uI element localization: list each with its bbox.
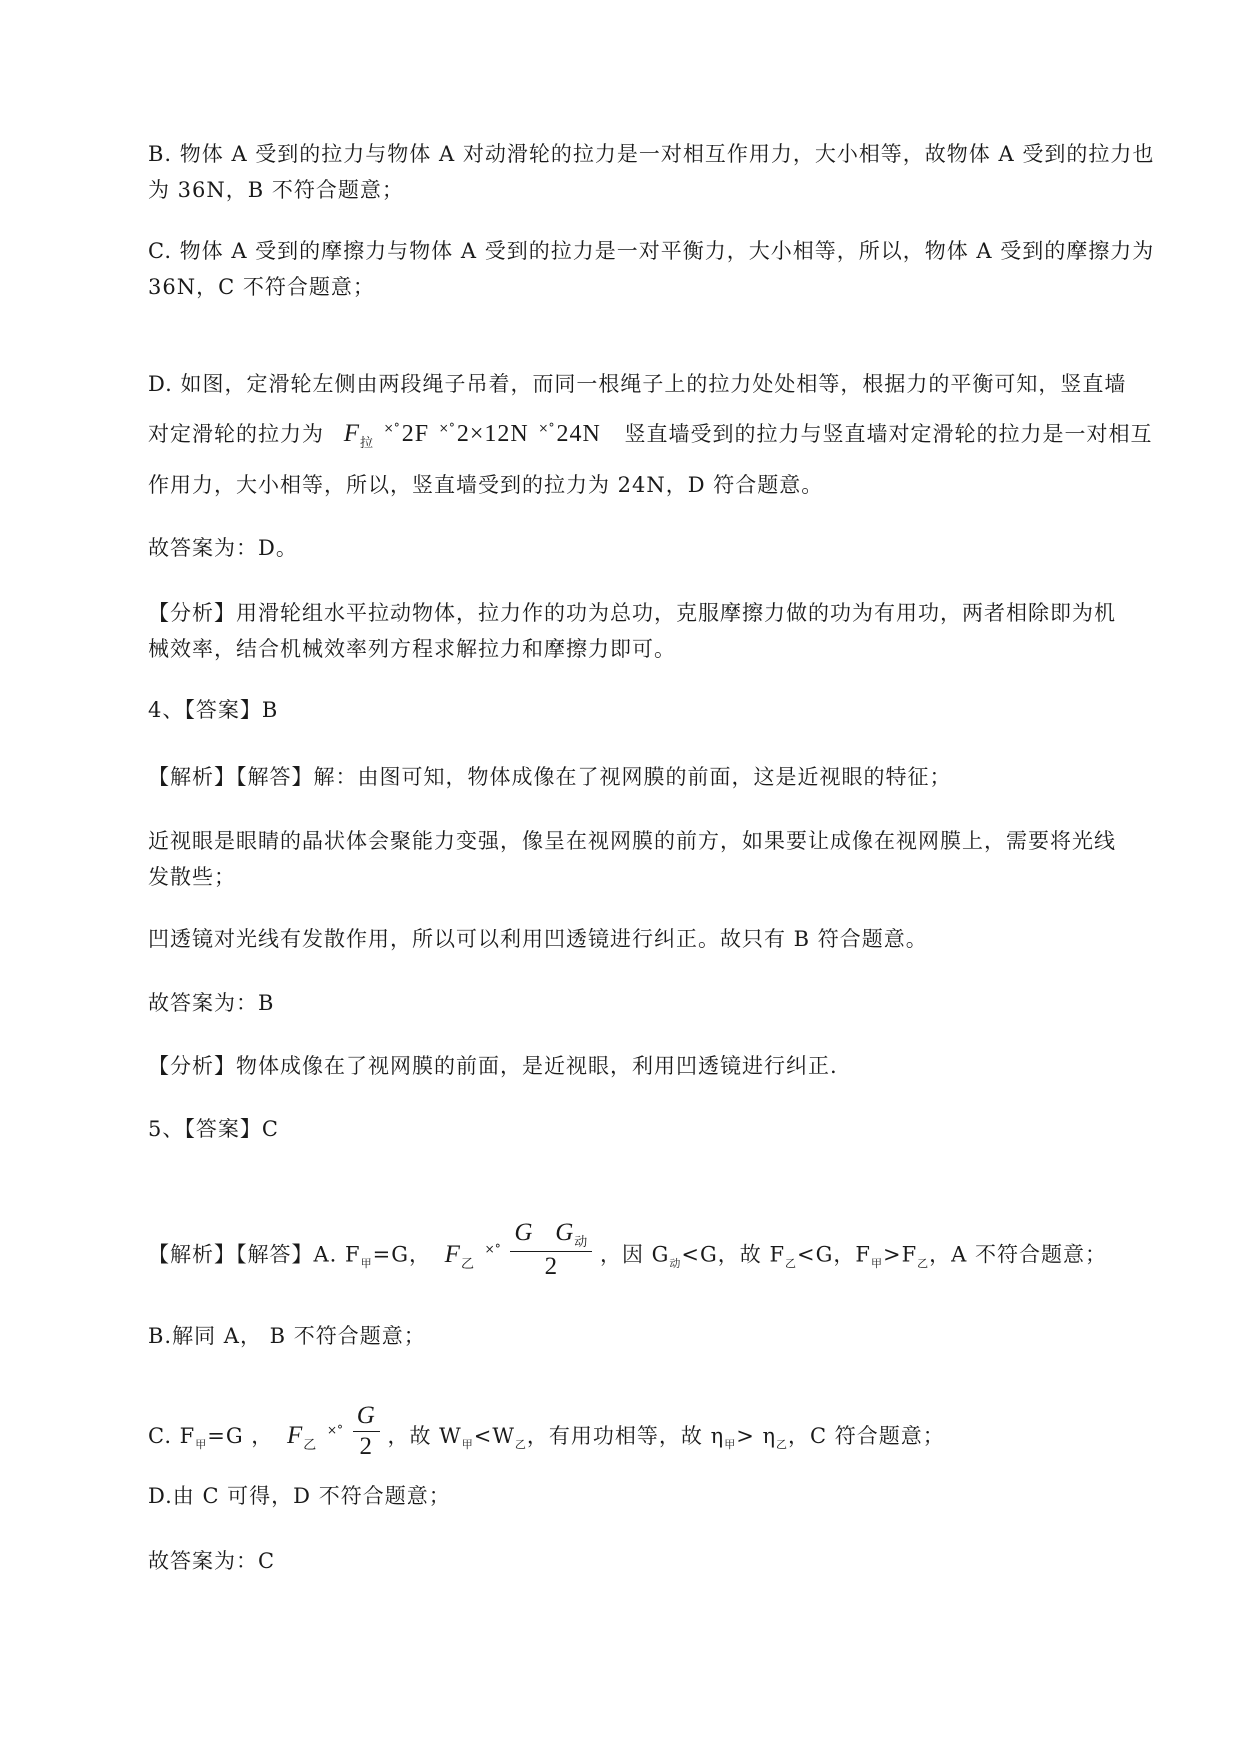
text-line: 【解析】【解答】解：由图可知，物体成像在了视网膜的前面，这是近视眼的特征； (148, 765, 952, 789)
text-segment: ，C 符合题意； (788, 1424, 945, 1448)
subscript-yi: 乙 (460, 1256, 475, 1272)
text-line: D. 如图，定滑轮左侧由两段绳子吊着，而同一根绳子上的拉力处处相等，根据力的平衡可知，竖直墙 (148, 372, 1127, 396)
text-segment: <G，故 F (681, 1242, 786, 1267)
text-segment: ，因 G (599, 1242, 670, 1267)
text-segment: =G， (372, 1242, 431, 1267)
formula-tension (343, 420, 609, 451)
equals-mark: ×° (326, 1423, 344, 1437)
subscript-yi: 乙 (776, 1438, 789, 1451)
subscript-yi: 乙 (514, 1438, 527, 1451)
text-line: B.解同 A， B 不符合题意； (148, 1324, 426, 1348)
subscript-jia: 甲 (461, 1438, 474, 1451)
equals-mark: ×° (383, 421, 400, 435)
symbol-G: G (514, 1219, 534, 1246)
text-line-with-formula (148, 1219, 1108, 1288)
denominator: 2 (359, 1433, 373, 1460)
text-segment: ，A 不符合题意； (929, 1242, 1108, 1267)
text-line: 【分析】用滑轮组水平拉动物体，拉力作的功为总功，克服摩擦力做的功为有用功，两者相除即为机 (148, 601, 1116, 625)
subscript-la: 拉 (359, 436, 374, 451)
formula-2x12N: 2×12N (456, 421, 529, 447)
text-line-with-formula (148, 1402, 945, 1468)
text-line: 5、【答案】C (148, 1117, 279, 1141)
subscript-yi: 乙 (917, 1256, 930, 1270)
fraction (353, 1401, 380, 1462)
text-line: 发散些； (148, 865, 236, 889)
text-line-with-formula (148, 417, 1153, 455)
formula-f-yi-half (286, 1402, 387, 1460)
subscript-yi: 乙 (303, 1438, 318, 1453)
text-segment: <G，F (797, 1242, 871, 1267)
text-line: 凹透镜对光线有发散作用，所以可以利用凹透镜进行纠正。故只有 B 符合题意。 (148, 927, 928, 951)
text-segment: C. F (148, 1424, 196, 1448)
symbol-F: F (444, 1240, 461, 1268)
equals-mark: ×° (484, 1241, 501, 1256)
text-segment: 对定滑轮的拉力为 (148, 422, 324, 446)
text-segment: 【解析】【解答】A. F (148, 1242, 361, 1267)
subscript-jia: 甲 (871, 1256, 883, 1270)
text-line: D.由 C 可得，D 不符合题意； (148, 1484, 451, 1508)
text-line: 近视眼是眼睛的晶状体会聚能力变强，像呈在视网膜的前方，如果要让成像在视网膜上，需要将光线 (148, 829, 1116, 853)
numerator: G (356, 1402, 376, 1429)
symbol-G: G (555, 1219, 575, 1246)
formula-2F: 2F (401, 421, 430, 447)
text-line: B. 物体 A 受到的拉力与物体 A 对动滑轮的拉力是一对相互作用力，大小相等，故物体 A 受到的拉力也 (148, 142, 1155, 166)
subscript-dong: 动 (574, 1234, 589, 1249)
symbol-F: F (286, 1422, 304, 1449)
text-segment: > η (736, 1424, 777, 1448)
text-segment: ，故 W (387, 1424, 462, 1448)
text-segment: ，有用功相等，故 η (526, 1424, 725, 1448)
equals-mark: ×° (438, 421, 455, 435)
text-line: 36N，C 不符合题意； (148, 275, 375, 299)
text-line: C. 物体 A 受到的摩擦力与物体 A 受到的拉力是一对平衡力，大小相等，所以，物体 A 受到的摩擦力为 (148, 239, 1155, 263)
numerator (510, 1218, 592, 1251)
text-line: 故答案为：D。 (148, 536, 298, 560)
denominator: 2 (544, 1253, 559, 1280)
text-line: 作用力，大小相等，所以，竖直墙受到的拉力为 24N，D 符合题意。 (148, 473, 824, 497)
subscript-jia: 甲 (360, 1256, 373, 1270)
formula-24N: 24N (556, 421, 601, 447)
formula-f-yi (444, 1219, 600, 1280)
text-segment: =G ， (207, 1424, 274, 1448)
subscript-yi: 乙 (785, 1256, 798, 1270)
text-line: 【分析】物体成像在了视网膜的前面，是近视眼，利用凹透镜进行纠正. (148, 1054, 838, 1078)
text-line: 械效率，结合机械效率列方程求解拉力和摩擦力即可。 (148, 637, 676, 661)
text-line: 故答案为：C (148, 1549, 276, 1573)
text-line: 为 36N，B 不符合题意； (148, 178, 404, 202)
text-line: 4、【答案】B (148, 698, 279, 722)
subscript-jia: 甲 (724, 1438, 737, 1451)
symbol-F: F (343, 420, 360, 447)
subscript-jia: 甲 (195, 1438, 208, 1451)
fraction (510, 1218, 592, 1282)
text-segment: <W (473, 1424, 515, 1448)
text-segment: >F (883, 1242, 918, 1267)
text-segment: 竖直墙受到的拉力与竖直墙对定滑轮的拉力是一对相互 (624, 422, 1153, 446)
equals-mark: ×° (538, 421, 555, 435)
text-line: 故答案为：B (148, 991, 275, 1015)
subscript-dong: 动 (669, 1256, 682, 1270)
